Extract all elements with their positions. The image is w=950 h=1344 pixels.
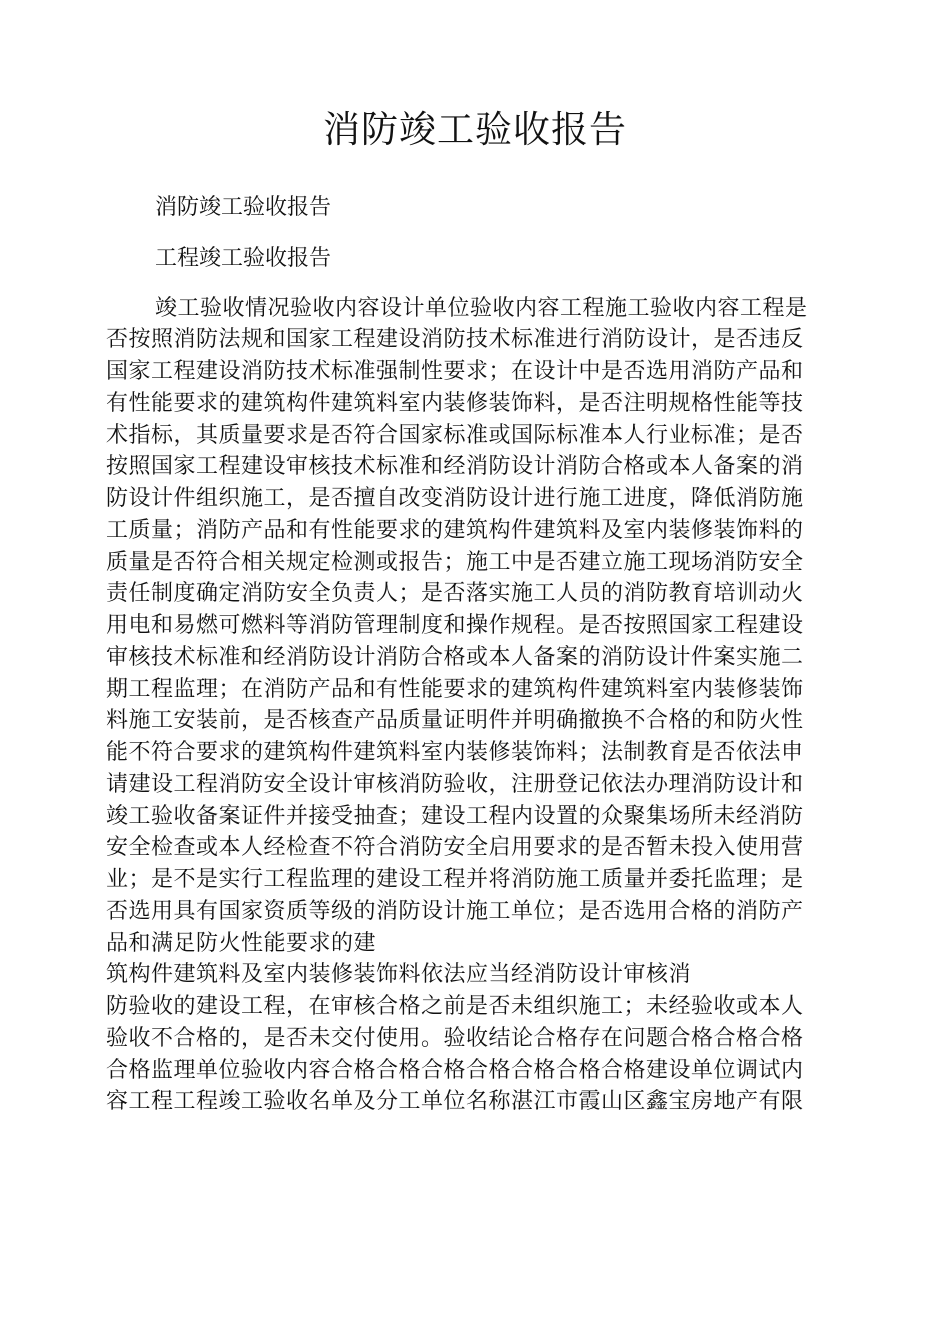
body-line: 审核技术标准和经消防设计消防合格或本人备案的消防设计件案实施二 bbox=[106, 645, 804, 670]
document-title: 消防竣工验收报告 bbox=[323, 108, 627, 151]
body-line: 防设计件组织施工，是否擅自改变消防设计进行施工进度，降低消防施 bbox=[106, 486, 804, 511]
body-line: 合格监理单位验收内容合格合格合格合格合格合格合格建设单位调试内 bbox=[106, 1058, 804, 1083]
body-line: 期工程监理；在消防产品和有性能要求的建筑构件建筑料室内装修装饰 bbox=[106, 677, 804, 702]
body-line: 术指标，其质量要求是否符合国家标准或国际标准本人行业标准；是否 bbox=[106, 423, 804, 448]
body-line: 能不符合要求的建筑构件建筑料室内装修装饰料；法制教育是否依法申 bbox=[106, 740, 804, 765]
body-line: 业；是不是实行工程监理的建设工程并将消防施工质量并委托监理；是 bbox=[106, 867, 804, 892]
body-line: 筑构件建筑料及室内装修装饰料依法应当经消防设计审核消 bbox=[106, 962, 692, 987]
body-line: 防验收的建设工程，在审核合格之前是否未组织施工；未经验收或本人 bbox=[106, 994, 804, 1019]
body-line: 质量是否符合相关规定检测或报告；施工中是否建立施工现场消防安全 bbox=[106, 550, 804, 575]
body-line: 工质量；消防产品和有性能要求的建筑构件建筑料及室内装修装饰料的 bbox=[106, 518, 804, 543]
body-line: 否选用具有国家资质等级的消防设计施工单位；是否选用合格的消防产 bbox=[106, 899, 804, 924]
subheading-1: 消防竣工验收报告 bbox=[155, 195, 332, 220]
body-line: 验收不合格的，是否未交付使用。验收结论合格存在问题合格合格合格 bbox=[106, 1026, 804, 1051]
body-line: 料施工安装前，是否核查产品质量证明件并明确撤换不合格的和防火性 bbox=[106, 708, 804, 733]
body-line: 国家工程建设消防技术标准强制性要求；在设计中是否选用消防产品和 bbox=[106, 359, 804, 384]
body-line: 安全检查或本人经检查不符合消防安全启用要求的是否暂未投入使用营 bbox=[106, 835, 804, 860]
body-line: 有性能要求的建筑构件建筑料室内装修装饰料，是否注明规格性能等技 bbox=[106, 391, 804, 416]
subheading-2: 工程竣工验收报告 bbox=[155, 246, 332, 271]
body-line: 竣工验收情况验收内容设计单位验收内容工程施工验收内容工程是 bbox=[155, 296, 808, 321]
body-line: 责任制度确定消防安全负责人；是否落实施工人员的消防教育培训动火 bbox=[106, 581, 804, 606]
body-line: 按照国家工程建设审核技术标准和经消防设计消防合格或本人备案的消 bbox=[106, 454, 804, 479]
body-line: 否按照消防法规和国家工程建设消防技术标准进行消防设计，是否违反 bbox=[106, 327, 804, 352]
body-line: 用电和易燃可燃料等消防管理制度和操作规程。是否按照国家工程建设 bbox=[106, 613, 804, 638]
body-line: 品和满足防火性能要求的建 bbox=[106, 931, 377, 956]
body-line: 请建设工程消防安全设计审核消防验收，注册登记依法办理消防设计和 bbox=[106, 772, 804, 797]
body-line: 容工程工程竣工验收名单及分工单位名称湛江市霞山区鑫宝房地产有限 bbox=[106, 1089, 804, 1114]
body-line: 竣工验收备案证件并接受抽查；建设工程内设置的众聚集场所未经消防 bbox=[106, 804, 804, 829]
